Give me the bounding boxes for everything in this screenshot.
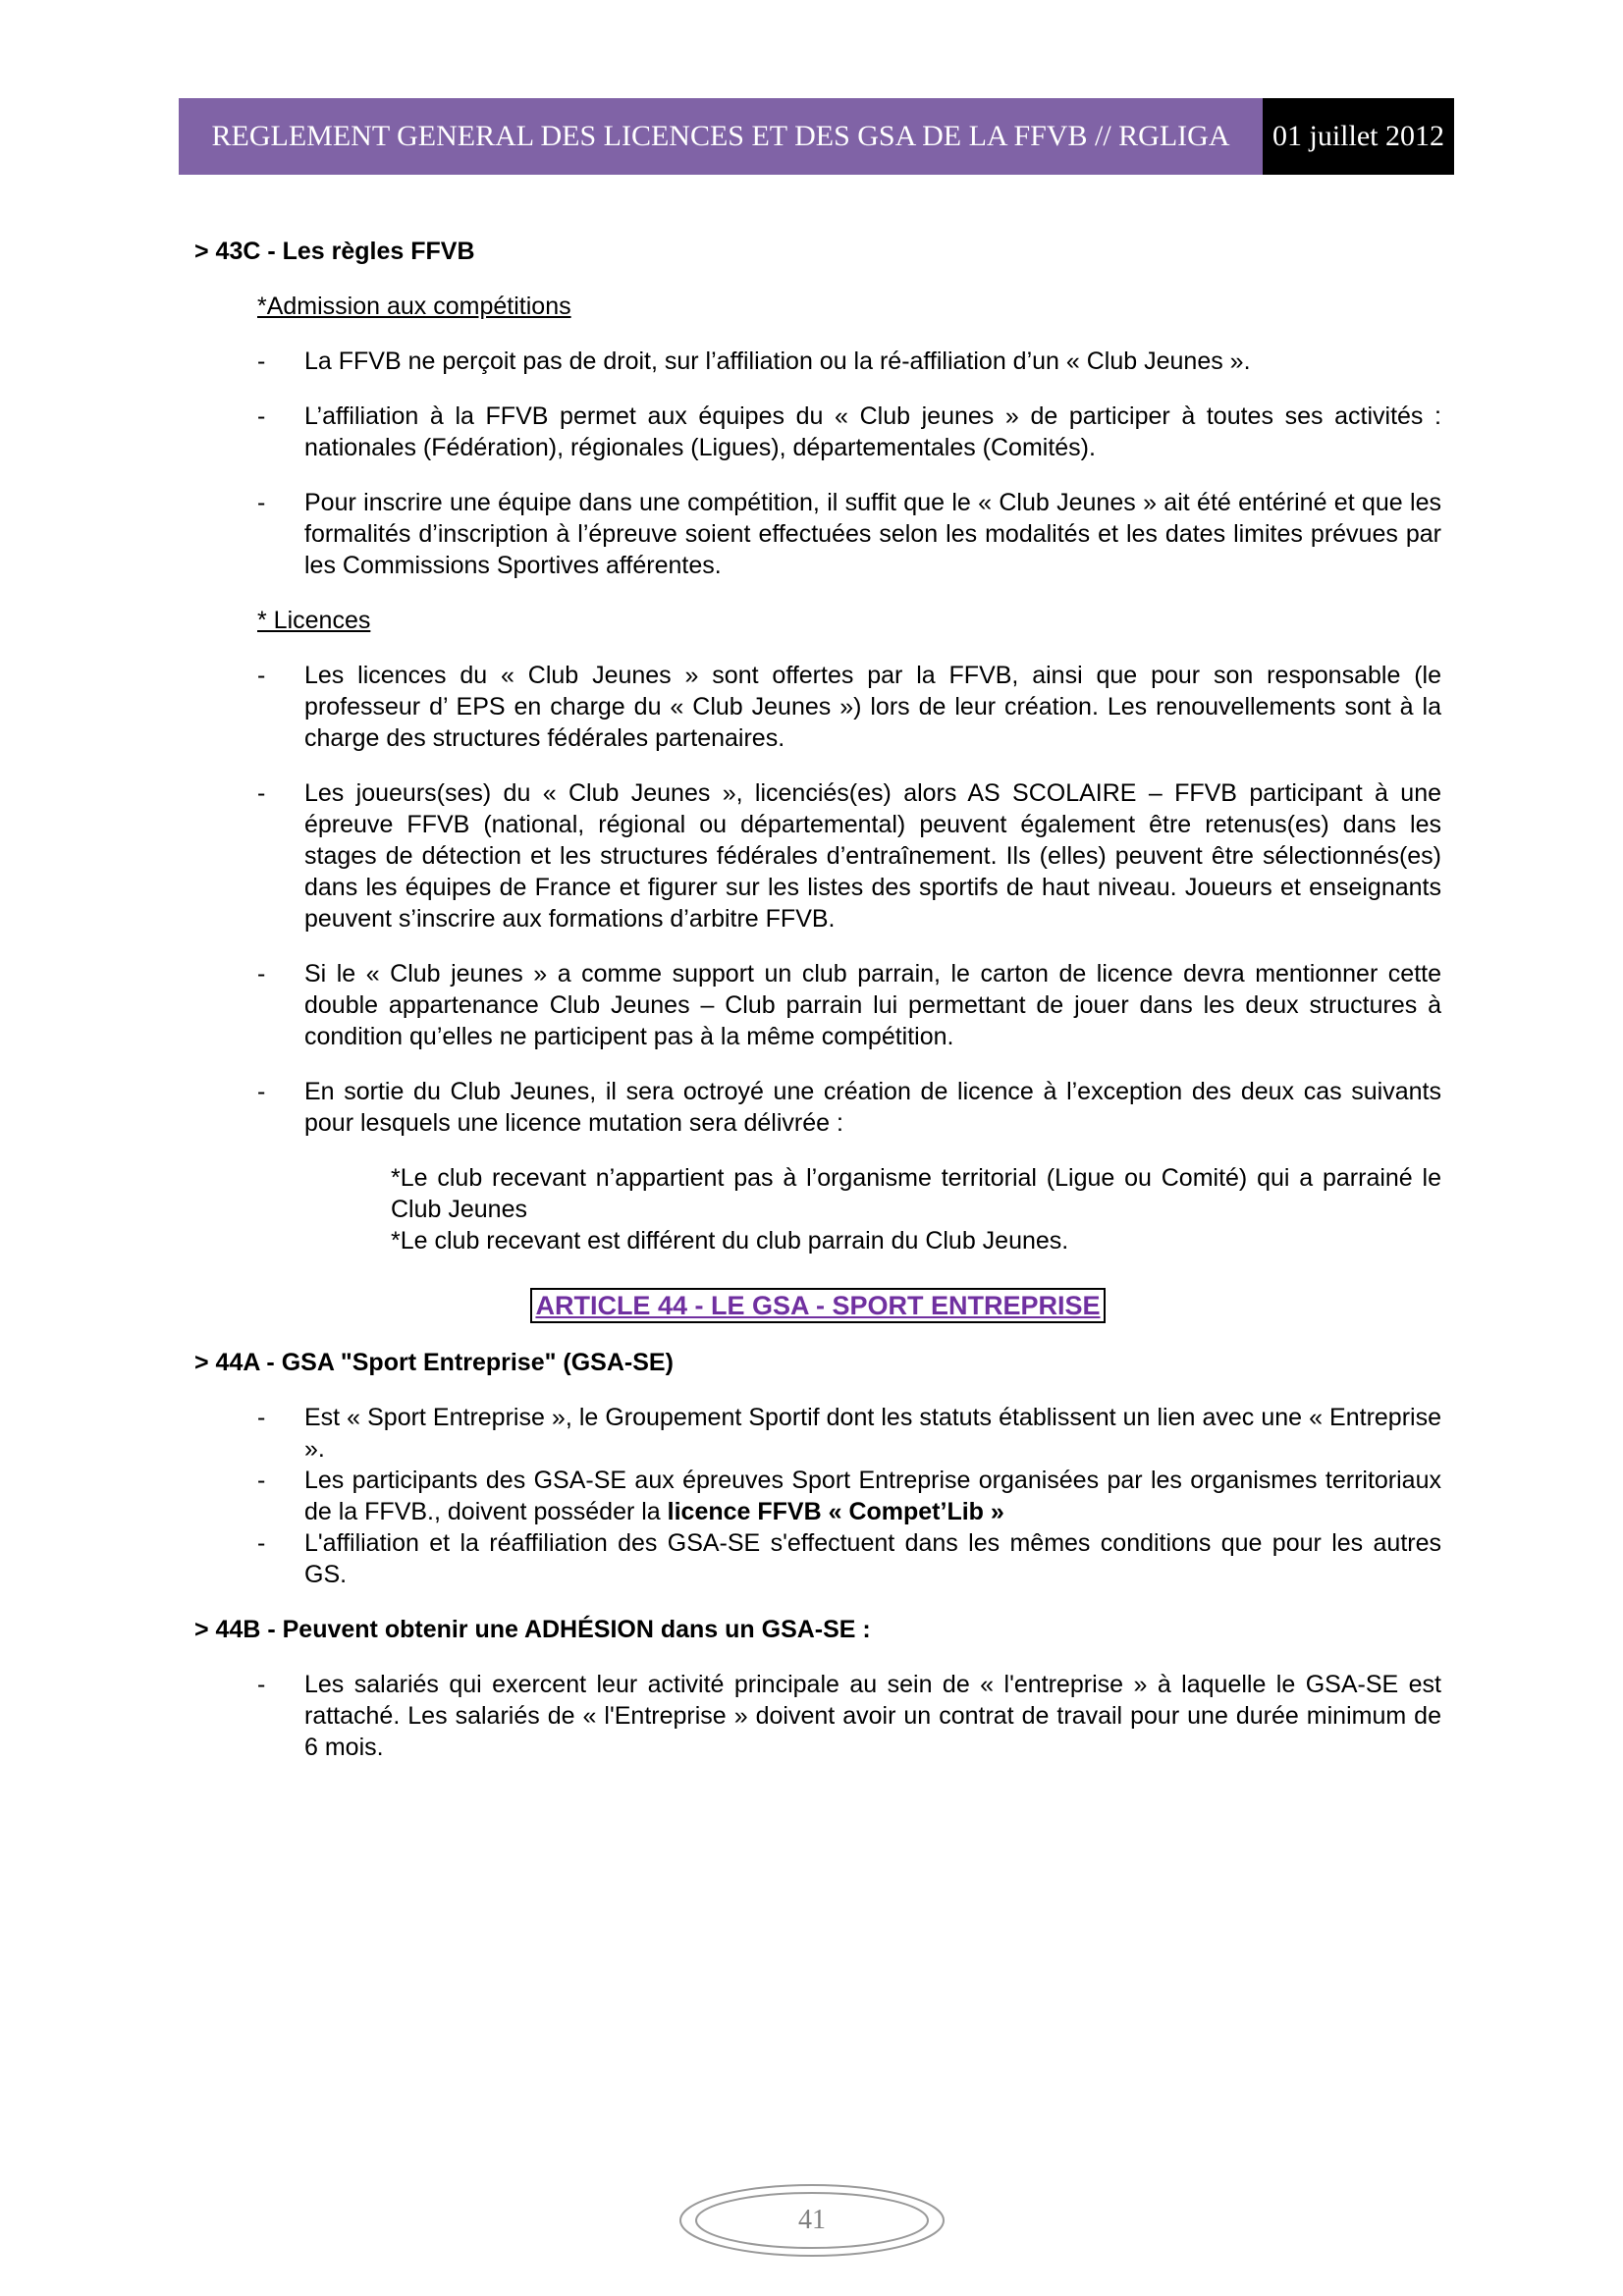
list-item-text-part: Les participants des GSA-SE aux épreuves Sport Entreprise organisées par les organismes territoriaux de la FFVB., doivent posséder la (304, 1467, 1441, 1525)
list-item (194, 400, 1441, 463)
list-item (194, 660, 1441, 754)
exception-case: *Le club recevant est différent du club parrain du Club Jeunes. (391, 1227, 1069, 1255)
list-item-text: Les joueurs(ses) du « Club Jeunes », licenciés(es) alors AS SCOLAIRE – FFVB participant à une épreuve FFVB (national, régional ou départemental) peuvent également être retenus(es) dans les stages de détection et les structures fédérales d’entraînement. Ils (elles) peuvent être sélectionnés(es) dans les équipes de France et figurer sur les listes des sportifs de haut niveau. Joueurs et enseignants peuvent s’inscrire aux formations d’arbitre FFVB. (304, 779, 1441, 933)
article-44-heading: ARTICLE 44 - LE GSA - SPORT ENTREPRISE (530, 1288, 1105, 1323)
bullet-dash: - (257, 1467, 266, 1494)
list-item (194, 1076, 1441, 1139)
bullet-dash: - (257, 1671, 266, 1698)
admission-heading: *Admission aux compétitions (257, 293, 571, 320)
bullet-dash: - (257, 779, 266, 807)
list-item-text: Les licences du « Club Jeunes » sont offertes par la FFVB, ainsi que pour son responsable (le professeur d’ EPS en charge du « Club Jeunes ») lors de leur création. Les renouvellements sont à la charge des structures fédérales partenaires. (304, 662, 1441, 752)
bullet-dash: - (257, 1404, 266, 1431)
list-item-text: L'affiliation et la réaffiliation des GSA-SE s'effectuent dans les mêmes conditions que pour les autres GS. (304, 1529, 1441, 1588)
list-item-text: Les salariés qui exercent leur activité principale au sein de « l'entreprise » à laquelle le GSA-SE est rattaché. Les salariés de « l'Entreprise » doivent avoir un contrat de travail pour une durée minimum de 6 mois. (304, 1671, 1441, 1761)
list-item (194, 1527, 1441, 1590)
list-item-text: L’affiliation à la FFVB permet aux équipes du « Club jeunes » de participer à toutes ses activités : nationales (Fédération), régionales (Ligues), départementales (Comités). (304, 402, 1441, 461)
list-item-text: Pour inscrire une équipe dans une compétition, il suffit que le « Club Jeunes » ait été entériné et que les formalités d’inscription à l’épreuve soient effectuées selon les modalités et les dates limites prévues par les Commissions Sportives afférentes. (304, 489, 1441, 579)
exception-case: *Le club recevant n’appartient pas à l’organisme territorial (Ligue ou Comité) qui a parrainé le Club Jeunes (391, 1164, 1441, 1223)
list-item (194, 777, 1441, 934)
section-43c-title: > 43C - Les règles FFVB (194, 238, 475, 265)
bullet-dash: - (257, 1529, 266, 1557)
bullet-dash: - (257, 489, 266, 516)
licence-name-bold: licence FFVB « Compet’Lib » (667, 1498, 1004, 1525)
section-44a-title: > 44A - GSA "Sport Entreprise" (GSA-SE) (194, 1349, 674, 1376)
page-footer (677, 2181, 947, 2260)
header-title: REGLEMENT GENERAL DES LICENCES ET DES GSA DE LA FFVB // RGLIGA (179, 98, 1263, 175)
list-item-text: Si le « Club jeunes » a comme support un club parrain, le carton de licence devra mentionner cette double appartenance Club Jeunes – Club parrain lui permettant de jouer dans les deux structures à condition qu’elles ne participent pas à la même compétition. (304, 960, 1441, 1050)
page-number: 41 (798, 2205, 826, 2235)
list-item (194, 1465, 1441, 1527)
list-item-text: Est « Sport Entreprise », le Groupement Sportif dont les statuts établissent un lien avec une « Entreprise ». (304, 1404, 1441, 1463)
list-item (194, 1669, 1441, 1763)
list-item-text: En sortie du Club Jeunes, il sera octroyé une création de licence à l’exception des deux cas suivants pour lesquels une licence mutation sera délivrée : (304, 1078, 1441, 1137)
list-item (194, 346, 1441, 377)
list-item-text (304, 1465, 1441, 1527)
bullet-dash: - (257, 662, 266, 689)
document-body (194, 236, 1441, 1763)
bullet-dash: - (257, 347, 266, 375)
list-item (194, 487, 1441, 581)
bullet-dash: - (257, 960, 266, 988)
list-item-text: La FFVB ne perçoit pas de droit, sur l’affiliation ou la ré-affiliation d’un « Club Jeunes ». (304, 347, 1251, 375)
header-date: 01 juillet 2012 (1263, 98, 1454, 175)
page-header (179, 98, 1454, 175)
list-item (194, 1402, 1441, 1465)
list-item (194, 958, 1441, 1052)
article-44-heading-wrap (194, 1288, 1441, 1323)
section-44b-title: > 44B - Peuvent obtenir une ADHÉSION dans un GSA-SE : (194, 1616, 871, 1643)
bullet-dash: - (257, 402, 266, 430)
bullet-dash: - (257, 1078, 266, 1105)
licences-heading: * Licences (257, 607, 371, 634)
